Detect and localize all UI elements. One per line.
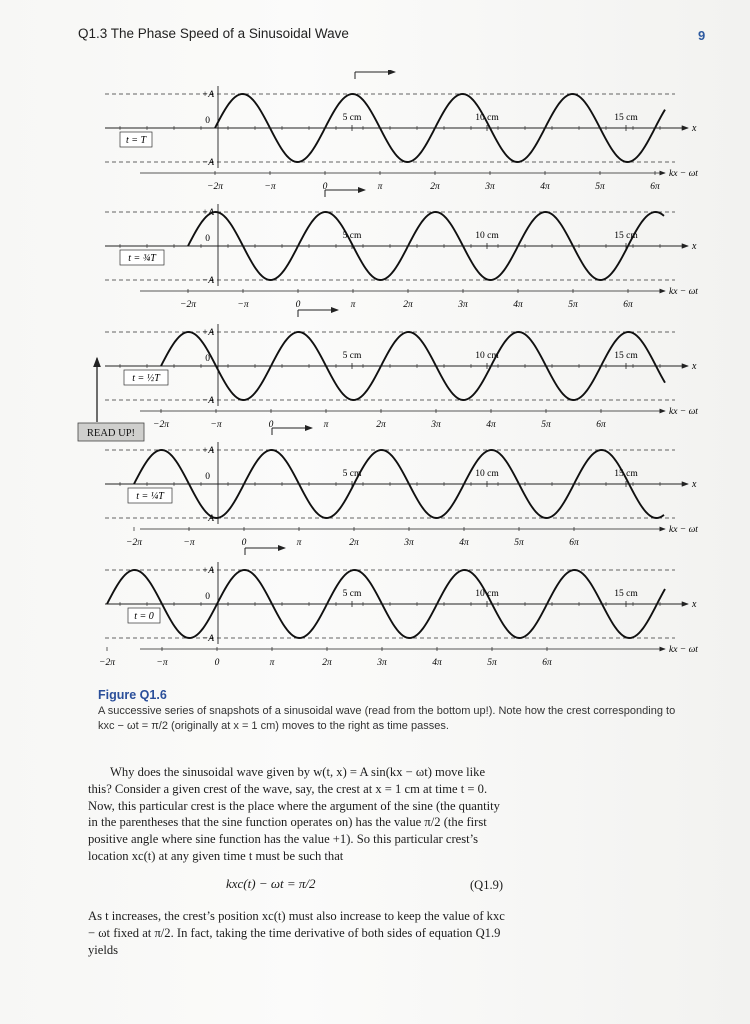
time-label: t = 0	[134, 611, 154, 622]
phase-tick-label: −2π	[180, 300, 196, 310]
wave-snapshots-figure	[0, 70, 750, 680]
phase-tick-label: 0	[295, 300, 301, 310]
phase-tick-label: 0	[322, 182, 328, 192]
phase-tick-label: 2π	[322, 658, 332, 668]
phase-tick-label: 3π	[377, 658, 387, 668]
phase-tick-label: 4π	[486, 420, 496, 430]
equation-q1-9: kxc(t) − ωt = π/2	[226, 876, 316, 891]
phase-tick-label: 5π	[514, 538, 524, 548]
phase-tick-label: −2π	[207, 182, 223, 192]
phase-tick-label: 5π	[487, 658, 497, 668]
amp-minus-label: −A	[201, 276, 214, 286]
phase-tick-label: −π	[183, 538, 195, 548]
time-label: t = ¾T	[128, 253, 156, 264]
zero-label: 0	[205, 234, 210, 244]
phase-tick-label: −π	[264, 182, 276, 192]
phase-axis-label: kx − ωt	[669, 525, 698, 535]
phase-tick-label: 4π	[513, 300, 523, 310]
time-label: t = ¼T	[136, 491, 164, 502]
amp-minus-label: −A	[201, 634, 214, 644]
running-header-title: Q1.3 The Phase Speed of a Sinusoidal Wave	[78, 26, 349, 41]
phase-tick-label: −2π	[126, 538, 142, 548]
phase-tick-label: 2π	[349, 538, 359, 548]
phase-tick-label: 0	[241, 538, 247, 548]
distance-tick-label: 15 cm	[614, 231, 638, 241]
phase-tick-label: −π	[237, 300, 249, 310]
phase-tick-label: 4π	[540, 182, 550, 192]
phase-tick-label: 3π	[458, 300, 468, 310]
phase-tick-label: 5π	[595, 182, 605, 192]
figure-caption-text: A successive series of snapshots of a sinusoidal wave (read from the bottom up!). Note how the crest corresponding to kxc − ωt = π/2 (originally at x = 1 cm) moves to the right as time passes.	[98, 705, 676, 732]
zero-label: 0	[205, 354, 210, 364]
amp-minus-label: −A	[201, 158, 214, 168]
phase-tick-label: 2π	[430, 182, 440, 192]
phase-tick-label: π	[377, 182, 383, 192]
amp-minus-label: −A	[201, 514, 214, 524]
phase-tick-label: 0	[268, 420, 274, 430]
distance-tick-label: 5 cm	[342, 113, 362, 123]
amp-plus-label: +A	[201, 328, 214, 338]
x-axis-label: x	[692, 241, 697, 252]
phase-tick-label: 6π	[569, 538, 579, 548]
phase-tick-label: 3π	[404, 538, 414, 548]
phase-tick-label: 2π	[403, 300, 413, 310]
phase-tick-label: −π	[156, 658, 168, 668]
phase-tick-label: π	[350, 300, 356, 310]
phase-tick-label: 5π	[541, 420, 551, 430]
phase-tick-label: 6π	[623, 300, 633, 310]
page-number: 9	[698, 28, 706, 43]
phase-tick-label: 3π	[485, 182, 495, 192]
phase-axis-label: kx − ωt	[669, 645, 698, 655]
phase-tick-label: 4π	[459, 538, 469, 548]
phase-tick-label: π	[269, 658, 275, 668]
phase-tick-label: 6π	[542, 658, 552, 668]
distance-tick-label: 5 cm	[342, 469, 362, 479]
distance-tick-label: 10 cm	[475, 589, 499, 599]
time-label: t = ½T	[132, 373, 160, 384]
amp-plus-label: +A	[201, 566, 214, 576]
phase-tick-label: 0	[214, 658, 220, 668]
x-axis-label: x	[692, 599, 697, 610]
phase-tick-label: π	[296, 538, 302, 548]
amp-plus-label: +A	[201, 90, 214, 100]
x-axis-label: x	[692, 361, 697, 372]
distance-tick-label: 15 cm	[614, 469, 638, 479]
distance-tick-label: 15 cm	[614, 351, 638, 361]
phase-tick-label: −π	[210, 420, 222, 430]
amp-minus-label: −A	[201, 396, 214, 406]
equation-number: (Q1.9)	[470, 878, 503, 892]
time-label: t = T	[125, 135, 147, 146]
distance-tick-label: 15 cm	[614, 589, 638, 599]
phase-tick-label: −2π	[99, 658, 115, 668]
distance-tick-label: 5 cm	[342, 231, 362, 241]
phase-tick-label: 3π	[431, 420, 441, 430]
distance-tick-label: 10 cm	[475, 351, 499, 361]
phase-tick-label: 5π	[568, 300, 578, 310]
distance-tick-label: 10 cm	[475, 113, 499, 123]
phase-axis-label: kx − ωt	[669, 169, 698, 179]
phase-tick-label: 4π	[432, 658, 442, 668]
zero-label: 0	[205, 592, 210, 602]
distance-tick-label: 5 cm	[342, 351, 362, 361]
read-up-label: READ UP!	[86, 428, 136, 439]
phase-tick-label: 2π	[376, 420, 386, 430]
body-paragraph-1: Why does the sinusoidal wave given by w(t, x) = A sin(kx − ωt) move like this? Consider a given crest of the wave, say, the crest at x = 1 cm at time t = 0. Now, this particular crest is the place where the argument of the sine (the quantity in the parentheses that the sine function operates on) has the value π/2 (the first positive angle where sine function has the value +1). So this particular crest’s location xc(t) at any given time t must be such that	[88, 765, 500, 863]
phase-tick-label: 6π	[596, 420, 606, 430]
zero-label: 0	[205, 472, 210, 482]
figure-caption-title: Figure Q1.6	[98, 688, 167, 702]
phase-axis-label: kx − ωt	[669, 287, 698, 297]
phase-tick-label: 6π	[650, 182, 660, 192]
phase-tick-label: π	[323, 420, 329, 430]
distance-tick-label: 10 cm	[475, 231, 499, 241]
distance-tick-label: 5 cm	[342, 589, 362, 599]
phase-axis-label: kx − ωt	[669, 407, 698, 417]
x-axis-label: x	[692, 479, 697, 490]
x-axis-label: x	[692, 123, 697, 134]
amp-plus-label: +A	[201, 446, 214, 456]
zero-label: 0	[205, 116, 210, 126]
amp-plus-label: +A	[201, 208, 214, 218]
phase-tick-label: −2π	[153, 420, 169, 430]
body-paragraph-2: As t increases, the crest’s position xc(t) must also increase to keep the value of kxc − ωt fixed at π/2. In fact, taking the time derivative of both sides of equation Q1.9 yields	[88, 909, 505, 957]
distance-tick-label: 10 cm	[475, 469, 499, 479]
distance-tick-label: 15 cm	[614, 113, 638, 123]
